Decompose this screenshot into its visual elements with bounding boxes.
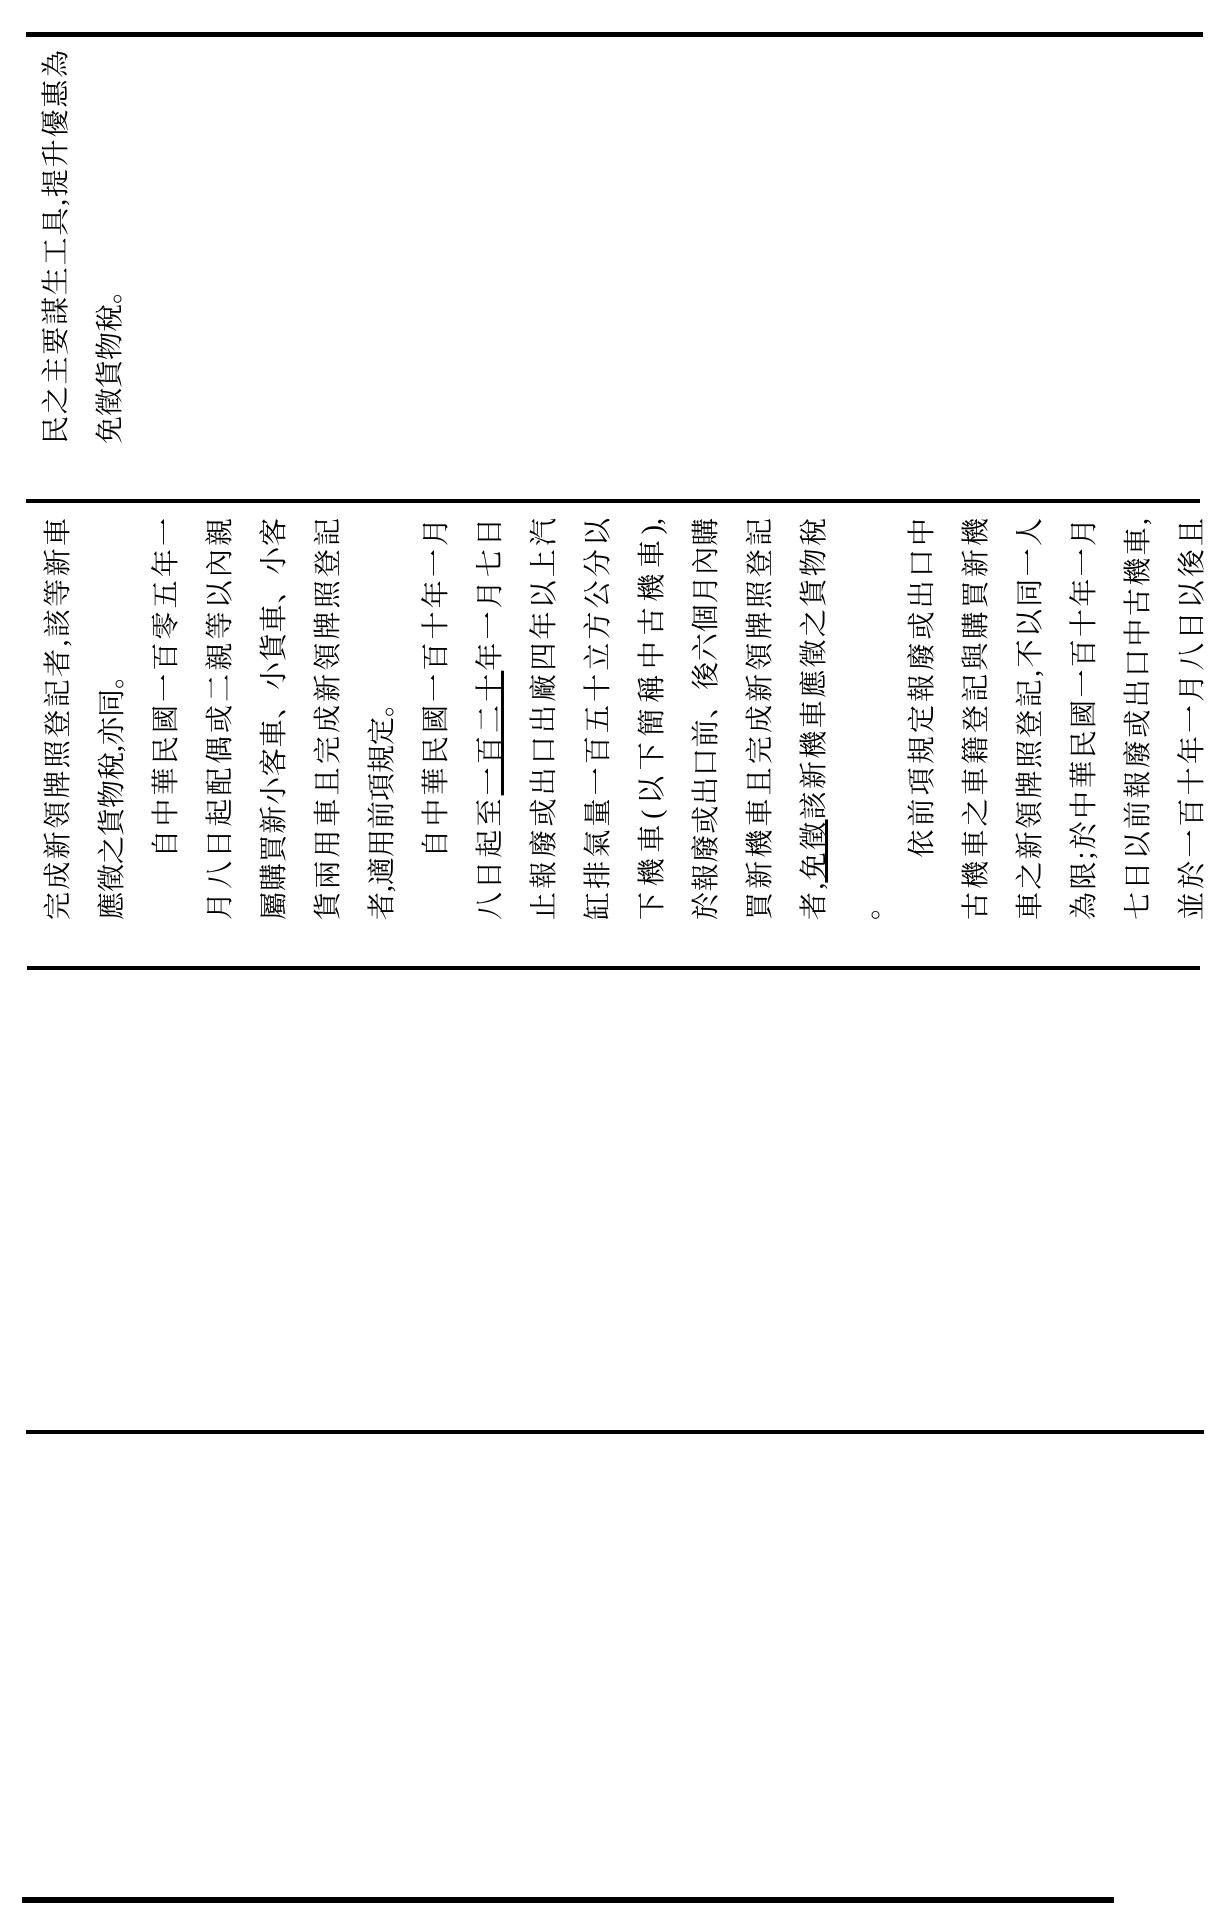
table-column-divider-2 <box>27 966 1200 970</box>
text-line: 者,適用前項規定。 <box>367 688 398 920</box>
text-line: 止報廢或出口出廠四年以上汽 <box>529 518 560 920</box>
text-line: 買新機車且完成新領牌照登記 <box>745 518 776 920</box>
table-column-divider-1 <box>26 499 1200 503</box>
explanation-column-text <box>30 50 138 444</box>
table-column-divider-3 <box>26 1430 1204 1434</box>
text-line: 並於一百十年一月八日以後且 <box>1177 518 1208 920</box>
text-line: 月八日起配偶或二親等以內親 <box>205 518 236 920</box>
text-line: 屬購買新小客車、小貨車、小客 <box>259 518 290 920</box>
text-line: 車之新領牌照登記,不以同一人 <box>1015 518 1046 920</box>
text-line: 古機車之車籍登記與購買新機 <box>961 518 992 920</box>
text-line: 應徵之貨物稅,亦同。 <box>97 660 128 920</box>
text-line: 完成新領牌照登記者,該等新車 <box>43 518 74 920</box>
text-line: 下機車(以下簡稱中古機車), <box>637 518 668 920</box>
text-line: 自中華民國一百十年一月 <box>421 518 452 920</box>
amended-article-column-text <box>32 518 1213 920</box>
text-line: 為限;於中華民國一百十年一月 <box>1069 518 1100 920</box>
text-line: 者,免徵該新機車應徵之貨物稅 <box>799 518 830 920</box>
text-line: 貨兩用車且完成新領牌照登記 <box>313 518 344 920</box>
amendment-underline: 一百二十 <box>475 670 506 796</box>
text-line: 。 <box>853 891 884 920</box>
text-line: 自中華民國一百零五年一 <box>151 518 182 920</box>
text-line: 民之主要謀生工具,提升優惠為 <box>41 50 72 444</box>
text-line: 缸排氣量一百五十立方公分以 <box>583 518 614 920</box>
text-line: 八日起至一百二十年一月七日 <box>475 518 506 920</box>
table-left-border <box>22 1897 1114 1903</box>
table-right-border <box>26 32 1203 37</box>
text-line: 七日以前報廢或出口中古機車, <box>1123 518 1154 920</box>
text-line: 依前項規定報廢或出口中 <box>907 518 938 920</box>
text-line: 免徵貨物稅。 <box>95 275 126 444</box>
amendment-underline: 免徵 <box>799 819 830 883</box>
text-line: 於報廢或出口前、後六個月內購 <box>691 518 722 920</box>
